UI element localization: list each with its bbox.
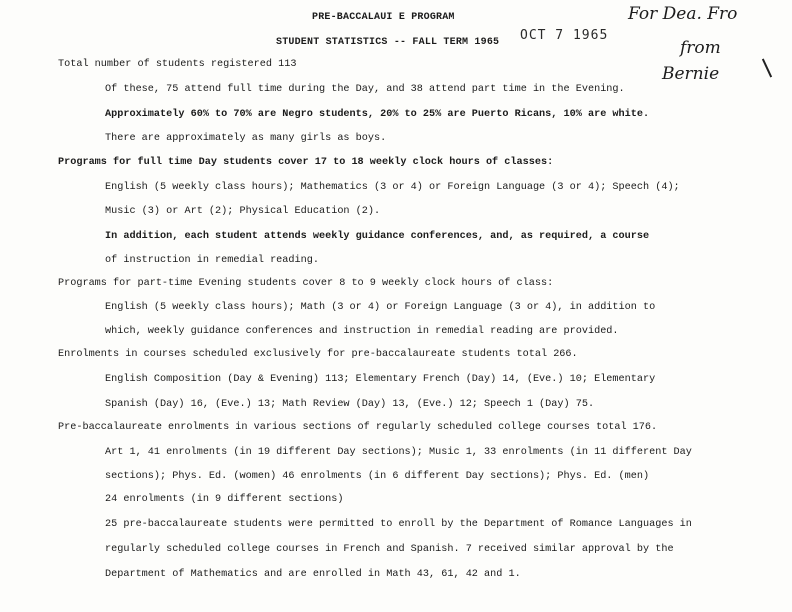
romance-languages-line1: 25 pre-baccalaureate students were permitted to enroll by the Department of Romance Languages in bbox=[105, 519, 692, 530]
evening-programs-line1: English (5 weekly class hours); Math (3 or 4) or Foreign Language (3 or 4), in addition to bbox=[105, 302, 656, 313]
exclusive-enrolments-heading: Enrolments in courses scheduled exclusively for pre-baccalaureate students total 266. bbox=[58, 349, 578, 360]
evening-programs-heading: Programs for part-time Evening students cover 8 to 9 weekly clock hours of class: bbox=[58, 278, 554, 289]
evening-programs-line2: which, weekly guidance conferences and instruction in remedial reading are provided. bbox=[105, 326, 619, 337]
gender-line: There are approximately as many girls as boys. bbox=[105, 133, 387, 144]
handwritten-note-line2: from bbox=[680, 38, 721, 58]
exclusive-enrolments-line2: Spanish (Day) 16, (Eve.) 13; Math Review (Day) 13, (Eve.) 12; Speech 1 (Day) 75. bbox=[105, 399, 595, 410]
total-students-line: Total number of students registered 113 bbox=[58, 59, 297, 70]
demographics-line: Approximately 60% to 70% are Negro students, 20% to 25% are Puerto Ricans, 10% are white. bbox=[105, 109, 650, 120]
mathematics-line: Department of Mathematics and are enrolled in Math 43, 61, 42 and 1. bbox=[105, 569, 521, 580]
date-stamp: OCT 7 1965 bbox=[520, 28, 609, 43]
college-enrolments-line3: 24 enrolments (in 9 different sections) bbox=[105, 494, 344, 505]
college-enrolments-line2: sections); Phys. Ed. (women) 46 enrolments (in 6 different Day sections); Phys. Ed. (men) bbox=[105, 471, 650, 482]
day-programs-line1: English (5 weekly class hours); Mathematics (3 or 4) or Foreign Language (3 or 4); Speech (4); bbox=[105, 182, 680, 193]
attendance-line: Of these, 75 attend full time during the Day, and 38 attend part time in the Evening. bbox=[105, 84, 625, 95]
college-enrolments-heading: Pre-baccalaureate enrolments in various sections of regularly scheduled college courses total 176. bbox=[58, 422, 658, 433]
day-programs-heading: Programs for full time Day students cover 17 to 18 weekly clock hours of classes: bbox=[58, 157, 554, 168]
college-enrolments-line1: Art 1, 41 enrolments (in 19 different Day sections); Music 1, 33 enrolments (in 11 different Day bbox=[105, 447, 692, 458]
handwritten-note-signature: Bernie bbox=[662, 64, 720, 84]
guidance-line1: In addition, each student attends weekly guidance conferences, and, as required, a course bbox=[105, 231, 650, 242]
day-programs-line2: Music (3) or Art (2); Physical Education (2). bbox=[105, 206, 381, 217]
statistics-title: STUDENT STATISTICS -- FALL TERM 1965 bbox=[276, 37, 500, 48]
handwritten-note-line1: For Dea. Fro bbox=[628, 4, 738, 24]
guidance-line2: of instruction in remedial reading. bbox=[105, 255, 319, 266]
exclusive-enrolments-line1: English Composition (Day & Evening) 113; Elementary French (Day) 14, (Eve.) 10; Elementary bbox=[105, 374, 656, 385]
romance-languages-line2: regularly scheduled college courses in French and Spanish. 7 received similar approval by the bbox=[105, 544, 674, 555]
pen-mark bbox=[762, 59, 772, 78]
program-title: PRE-BACCALAUI E PROGRAM bbox=[312, 12, 455, 23]
